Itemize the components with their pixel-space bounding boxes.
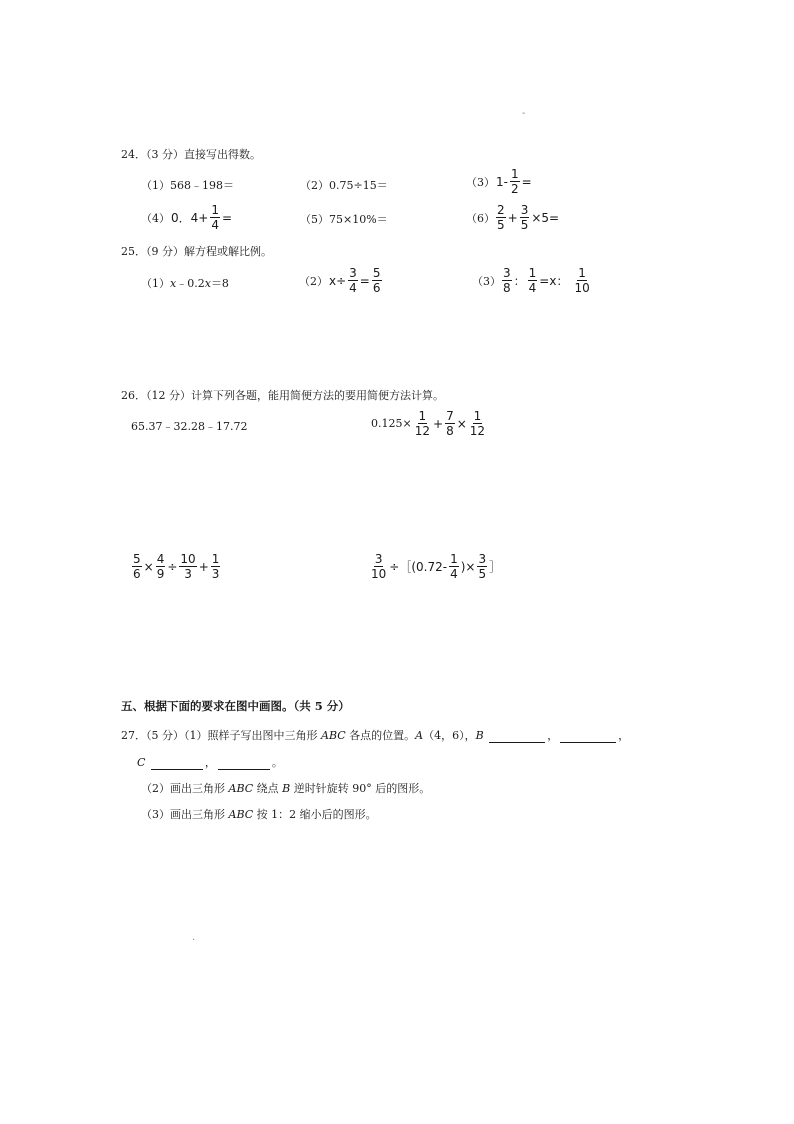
q24-problem-3 <box>466 168 533 195</box>
q27-line2-pre: （2）画出三角形 <box>141 782 229 795</box>
q26-e2-fraction-3 <box>469 410 486 437</box>
q26-expression-1: 65.37﹣32.28﹣17.72 <box>131 420 248 433</box>
denominator: 4 <box>211 218 219 232</box>
numerator: 1 <box>211 552 220 566</box>
q24-p6-fraction-2 <box>520 204 530 231</box>
denominator: 8 <box>503 281 511 295</box>
q27-triangle-abc: ABC <box>321 729 346 742</box>
q25-p1-x1: x <box>170 277 177 290</box>
q26-expression-2 <box>370 410 487 437</box>
q27-c-x-blank[interactable] <box>151 768 203 770</box>
q24-p3-post: = <box>521 174 532 189</box>
numerator: 3 <box>520 203 529 217</box>
numerator: 1 <box>578 266 586 280</box>
q26-e4-fraction-1 <box>370 553 387 580</box>
q26-e4-mid-1: ÷［(0.72- <box>389 560 448 574</box>
q27-c-y-blank[interactable] <box>218 768 270 770</box>
q24-p6-plus: + <box>507 210 518 225</box>
q27-line1-pre: 27．（5 分）（1）照样子写出图中三角形 <box>121 729 321 742</box>
denominator: 4 <box>349 281 357 295</box>
q26-e3-plus: + <box>198 559 209 574</box>
denominator: 2 <box>510 182 519 196</box>
denominator: 9 <box>156 567 165 581</box>
q25-p1-x2: x <box>204 277 211 290</box>
q25-p3-label: （3） <box>472 274 501 288</box>
denominator: 4 <box>450 567 458 581</box>
numerator: 1 <box>418 409 427 423</box>
footer-mark: . <box>192 932 196 943</box>
q24-p3-label: （3） <box>466 175 495 189</box>
denominator: 3 <box>184 567 192 581</box>
q26-e4-fraction-3 <box>477 553 487 580</box>
q24-title: 24．（3 分）直接写出得数。 <box>121 148 261 161</box>
q27-b-x-blank[interactable] <box>489 741 545 743</box>
q27-line3-pre: （3）画出三角形 <box>141 808 229 821</box>
q26-e4-end: ］ <box>489 560 502 574</box>
q25-p1-label: （1） <box>141 277 170 290</box>
numerator: 10 <box>180 552 196 566</box>
q26-e2-times: × <box>456 416 467 431</box>
q27-line-c <box>137 754 283 770</box>
q27-line2-mid: 绕点 <box>253 782 283 795</box>
q24-p4-post: = <box>221 210 233 225</box>
q25-p1-end: ＝8 <box>210 277 229 290</box>
q25-p3-fraction-2 <box>528 267 538 294</box>
numerator: 3 <box>349 266 357 280</box>
denominator: 3 <box>211 567 220 581</box>
q24-p4-label: （4） <box>141 211 170 225</box>
numerator: 1 <box>510 167 519 181</box>
q25-p2-pre: x÷ <box>329 273 347 288</box>
q27-line-2 <box>141 780 430 796</box>
q27-point-b: B <box>475 729 484 742</box>
q26-title: 26．（12 分）计算下列各题，能用简便方法的要用简便方法计算。 <box>121 389 444 402</box>
q26-e3-fraction-1 <box>132 553 142 580</box>
q25-p3-mid: =x： <box>539 274 569 288</box>
q25-problem-2 <box>299 267 383 294</box>
numerator: 3 <box>478 552 487 566</box>
q25-p2-label: （2） <box>299 274 328 288</box>
denominator: 5 <box>497 218 505 232</box>
q27-line2-abc: ABC <box>228 782 254 795</box>
q27-comma-3: ， <box>204 756 216 769</box>
q24-p6-post: ×5= <box>531 210 560 225</box>
denominator: 12 <box>414 424 430 438</box>
q24-p3-fraction <box>510 168 520 195</box>
denominator: 6 <box>133 567 141 581</box>
q26-e3-fraction-3 <box>179 553 196 580</box>
q24-problem-2: （2）0.75÷15＝ <box>300 179 388 192</box>
denominator: 5 <box>478 567 487 581</box>
q24-p4-pre: 0．4+ <box>171 211 209 225</box>
q26-e2-fraction-2 <box>445 410 455 437</box>
q25-p3-colon: ： <box>513 274 526 288</box>
header-mark: - <box>522 108 526 119</box>
numerator: 1 <box>211 203 219 217</box>
denominator: 12 <box>469 424 486 438</box>
numerator: 5 <box>133 552 141 566</box>
q24-p3-pre: 1- <box>496 174 508 189</box>
numerator: 5 <box>372 266 381 280</box>
q27-line1-mid: 各点的位置。 <box>345 729 416 742</box>
denominator: 4 <box>528 281 537 295</box>
q27-point-c: C <box>137 756 146 769</box>
q27-period: 。 <box>271 756 283 769</box>
q26-e3-fraction-4 <box>211 553 221 580</box>
q26-expression-4 <box>369 553 502 580</box>
q27-comma-1: ， <box>547 729 559 742</box>
numerator: 7 <box>446 409 454 423</box>
numerator: 1 <box>528 266 537 280</box>
q24-p6-fraction-1 <box>496 204 506 231</box>
q27-line-3 <box>141 806 377 822</box>
q24-problem-4 <box>141 204 233 231</box>
q26-e3-divide: ÷ <box>167 559 178 574</box>
q27-b-y-blank[interactable] <box>560 741 616 743</box>
q25-p2-fraction-1 <box>348 267 358 294</box>
q26-e4-fraction-2 <box>449 553 459 580</box>
q27-line2-end: 逆时针旋转 90° 后的图形。 <box>290 782 431 795</box>
denominator: 10 <box>574 281 590 295</box>
denominator: 10 <box>371 567 387 581</box>
q24-p6-label: （6） <box>466 211 495 225</box>
q27-line3-abc: ABC <box>228 808 254 821</box>
numerator: 3 <box>374 552 383 566</box>
q24-problem-1: （1）568﹣198＝ <box>141 179 234 192</box>
section-5-heading: 五、根据下面的要求在图中画图。（共 5 分） <box>121 699 350 713</box>
q25-p1-mid: ﹣0.2 <box>176 277 205 290</box>
q27-comma-2: ， <box>618 729 630 742</box>
numerator: 3 <box>503 266 511 280</box>
q25-p2-fraction-2 <box>372 267 382 294</box>
q27-line2-b: B <box>282 782 291 795</box>
q27-line-1 <box>121 727 629 743</box>
numerator: 1 <box>473 409 482 423</box>
q25-p2-eq: = <box>359 273 370 288</box>
q25-problem-1 <box>141 275 229 291</box>
numerator: 4 <box>156 552 165 566</box>
q27-point-a: A <box>415 729 424 742</box>
q24-problem-5: （5）75×10%＝ <box>300 213 388 226</box>
q27-line3-end: 按 1：2 缩小后的图形。 <box>253 808 377 821</box>
denominator: 8 <box>446 424 454 438</box>
q27-a-coordinate: （4，6）， <box>423 729 476 742</box>
numerator: 1 <box>450 552 458 566</box>
q26-e2-fraction-1 <box>414 410 431 437</box>
q25-p3-fraction-1 <box>502 267 512 294</box>
q25-p3-fraction-3 <box>573 267 590 294</box>
numerator: 2 <box>497 203 505 217</box>
q25-problem-3 <box>472 267 592 294</box>
q26-expression-3 <box>131 553 221 580</box>
q25-title: 25．（9 分）解方程或解比例。 <box>121 245 272 258</box>
q26-e2-plus: + <box>433 416 444 431</box>
q26-e3-fraction-2 <box>156 553 166 580</box>
q26-e3-times: × <box>143 559 154 574</box>
denominator: 6 <box>372 281 381 295</box>
q26-e2-pre: 0.125× <box>371 417 412 430</box>
q26-e4-mid-2: )× <box>460 559 476 574</box>
q24-p4-fraction <box>210 204 220 231</box>
denominator: 5 <box>520 218 529 232</box>
q24-problem-6 <box>466 204 560 231</box>
